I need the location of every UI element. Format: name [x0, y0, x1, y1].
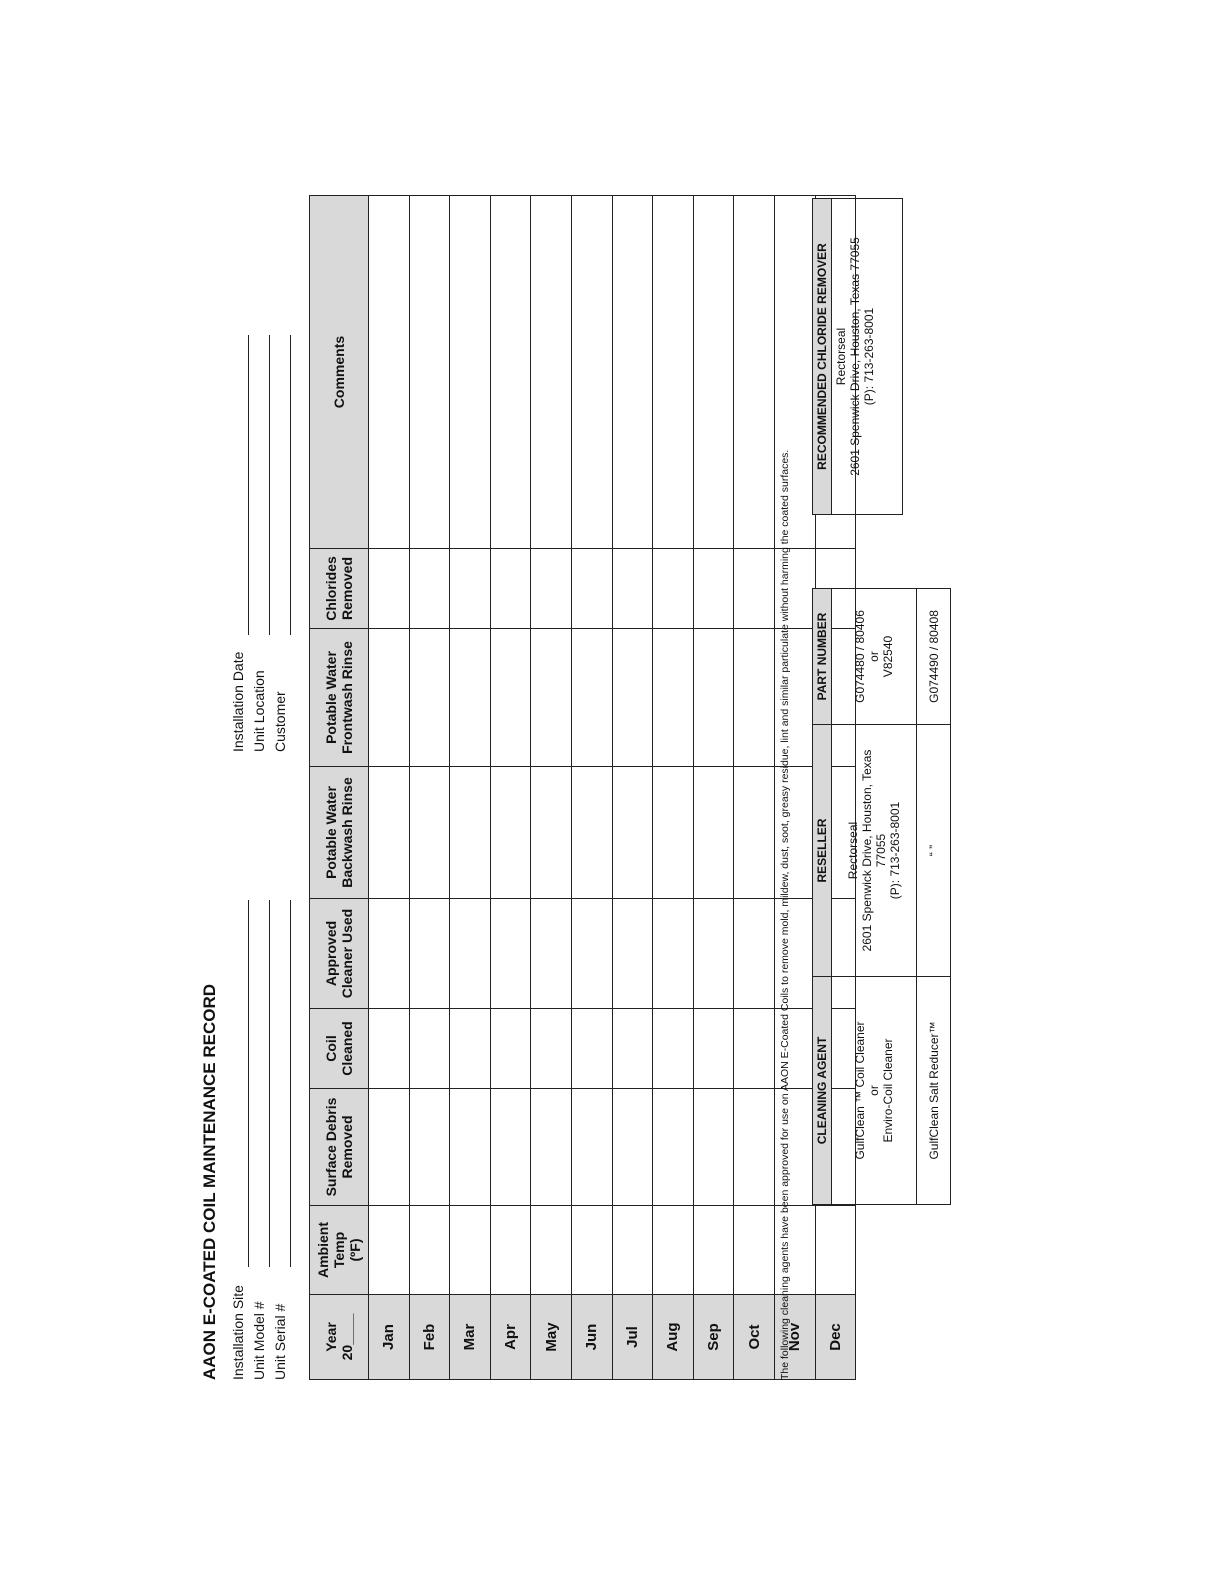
header-chloride-remover: RECOMMENDED CHLORIDE REMOVER	[813, 199, 832, 515]
chloride-remover-table	[812, 198, 903, 515]
entry-cell[interactable]	[693, 549, 734, 629]
cell-line: or	[867, 651, 881, 662]
cell-line: Rectorseal	[846, 821, 860, 880]
entry-cell[interactable]	[734, 549, 775, 629]
entry-cell[interactable]	[734, 196, 775, 549]
entry-cell[interactable]	[653, 1089, 694, 1206]
entry-cell[interactable]	[734, 1089, 775, 1206]
entry-cell[interactable]	[369, 196, 410, 549]
header-part-number: PART NUMBER	[813, 589, 832, 725]
header-line: Coil	[323, 1035, 339, 1062]
reseller-cell	[832, 725, 917, 977]
entry-cell[interactable]	[653, 1009, 694, 1089]
entry-cell[interactable]	[693, 899, 734, 1009]
agents-row	[832, 589, 917, 1205]
entry-cell[interactable]	[693, 1206, 734, 1295]
entry-cell[interactable]	[490, 899, 531, 1009]
page-title: AAON E-COATED COIL MAINTENANCE RECORD	[200, 983, 219, 1380]
entry-cell[interactable]	[571, 1206, 612, 1295]
month-row	[693, 196, 734, 1380]
entry-cell[interactable]	[734, 1009, 775, 1089]
entry-cell[interactable]	[571, 1089, 612, 1206]
unit-location-line[interactable]	[269, 335, 270, 635]
header-line: Ambient	[315, 1222, 331, 1278]
entry-cell[interactable]	[612, 1009, 653, 1089]
month-row	[409, 196, 450, 1380]
month-row	[490, 196, 531, 1380]
entry-cell[interactable]	[369, 767, 410, 899]
entry-cell[interactable]	[531, 1089, 572, 1206]
entry-cell[interactable]	[531, 1206, 572, 1295]
agent-cell	[832, 977, 917, 1205]
entry-cell[interactable]	[653, 629, 694, 767]
entry-cell[interactable]	[450, 1206, 491, 1295]
entry-cell[interactable]	[571, 629, 612, 767]
entry-cell[interactable]	[693, 767, 734, 899]
month-row	[653, 196, 694, 1380]
entry-cell[interactable]	[369, 1089, 410, 1206]
entry-cell[interactable]	[450, 767, 491, 899]
entry-cell[interactable]	[531, 549, 572, 629]
month-label: Mar	[450, 1295, 491, 1380]
header-line: Approved	[323, 920, 339, 987]
entry-cell[interactable]	[612, 196, 653, 549]
maintenance-log-table	[309, 195, 856, 1380]
entry-cell[interactable]	[450, 1089, 491, 1206]
cleaning-agents-table	[812, 588, 951, 1205]
month-label: Dec	[815, 1295, 856, 1380]
agent-cell: GulfClean Salt Reducer™	[917, 977, 951, 1205]
installation-site-line[interactable]	[248, 900, 249, 1267]
entry-cell[interactable]	[409, 549, 450, 629]
field-unit-serial	[272, 1304, 288, 1380]
field-label: Installation Site	[230, 1285, 246, 1380]
month-label: Feb	[409, 1295, 450, 1380]
cell-line: (P): 713-263-8001	[888, 801, 902, 900]
entry-cell[interactable]	[612, 767, 653, 899]
entry-cell[interactable]	[490, 767, 531, 899]
header-surface-debris	[310, 1089, 369, 1206]
header-comments: Comments	[310, 196, 369, 549]
header-frontwash-rinse	[310, 629, 369, 767]
reseller-cell: “ ”	[917, 725, 951, 977]
entry-cell[interactable]	[531, 899, 572, 1009]
month-row	[612, 196, 653, 1380]
entry-cell[interactable]	[571, 549, 612, 629]
approved-agents-note: The following cleaning agents have been approved for use on AAON E-Coated Coils to remove mold, mildew, dust, soot, greasy residue, lint and similar particulate without harming the coated surfaces.	[779, 449, 791, 1380]
field-label: Installation Date	[230, 651, 246, 752]
entry-cell[interactable]	[612, 629, 653, 767]
header-year	[310, 1295, 369, 1380]
entry-cell[interactable]	[571, 767, 612, 899]
month-label: Jan	[369, 1295, 410, 1380]
remover-row	[832, 199, 903, 515]
cell-line: (P): 713-263-8001	[862, 307, 876, 406]
entry-cell[interactable]	[734, 1206, 775, 1295]
entry-cell[interactable]	[409, 1206, 450, 1295]
entry-cell[interactable]	[653, 549, 694, 629]
field-unit-model	[251, 1301, 267, 1380]
cell-line: G074480 / 80406	[853, 610, 867, 703]
entry-cell[interactable]	[490, 629, 531, 767]
field-installation-site	[230, 1285, 246, 1380]
entry-cell[interactable]	[409, 1009, 450, 1089]
header-line: Potable Water	[323, 786, 339, 879]
cell-line: Rectorseal	[834, 327, 848, 386]
entry-cell[interactable]	[734, 767, 775, 899]
month-label: May	[531, 1295, 572, 1380]
unit-model-line[interactable]	[269, 900, 270, 1267]
header-line: Cleaner Used	[339, 908, 355, 999]
entry-cell[interactable]	[531, 196, 572, 549]
month-label: Jul	[612, 1295, 653, 1380]
header-line: Removed	[339, 1115, 355, 1179]
header-line: Chlorides	[323, 556, 339, 621]
header-line: Potable Water	[323, 651, 339, 744]
entry-cell[interactable]	[409, 629, 450, 767]
entry-cell[interactable]	[369, 1009, 410, 1089]
month-row	[450, 196, 491, 1380]
month-label: Oct	[734, 1295, 775, 1380]
cell-line: or	[867, 1085, 881, 1096]
entry-cell[interactable]	[734, 899, 775, 1009]
header-coil-cleaned	[310, 1009, 369, 1089]
month-label: Jun	[571, 1295, 612, 1380]
entry-cell[interactable]	[693, 629, 734, 767]
agents-row	[917, 589, 951, 1205]
header-line: (ºF)	[347, 1238, 363, 1262]
cell-line: 77055	[874, 833, 888, 868]
customer-line[interactable]	[290, 335, 291, 635]
log-header-row	[310, 196, 369, 1380]
header-approved-cleaner	[310, 899, 369, 1009]
header-line: Cleaned	[339, 1021, 355, 1076]
entry-cell[interactable]	[612, 1089, 653, 1206]
entry-cell[interactable]	[815, 1206, 856, 1295]
field-label: Unit Model #	[251, 1301, 267, 1380]
entry-cell[interactable]	[612, 899, 653, 1009]
entry-cell[interactable]	[653, 196, 694, 549]
header-line: Year	[323, 1322, 339, 1352]
field-installation-date	[230, 652, 246, 752]
entry-cell[interactable]	[369, 629, 410, 767]
entry-cell[interactable]	[693, 1009, 734, 1089]
field-label: Customer	[272, 691, 288, 752]
month-row	[531, 196, 572, 1380]
entry-cell[interactable]	[693, 1089, 734, 1206]
installation-date-line[interactable]	[248, 335, 249, 635]
header-reseller: RESELLER	[813, 725, 832, 977]
entry-cell[interactable]	[490, 1089, 531, 1206]
agents-header-row	[813, 589, 832, 1205]
month-row	[369, 196, 410, 1380]
entry-cell[interactable]	[450, 899, 491, 1009]
header-line: Surface Debris	[323, 1097, 339, 1197]
field-label: Unit Location	[251, 670, 267, 752]
entry-cell[interactable]	[571, 196, 612, 549]
entry-cell[interactable]	[693, 196, 734, 549]
entry-cell[interactable]	[531, 767, 572, 899]
entry-cell[interactable]	[531, 1009, 572, 1089]
header-backwash-rinse	[310, 767, 369, 899]
entry-cell[interactable]	[653, 767, 694, 899]
cell-line: 2601 Spenwick Drive, Houston, Texas 77055	[848, 237, 862, 476]
month-label: Sep	[693, 1295, 734, 1380]
entry-cell[interactable]	[653, 899, 694, 1009]
entry-cell[interactable]	[409, 196, 450, 549]
entry-cell[interactable]	[369, 899, 410, 1009]
entry-cell[interactable]	[450, 549, 491, 629]
entry-cell[interactable]	[571, 1009, 612, 1089]
part-number-cell	[832, 589, 917, 725]
entry-cell[interactable]	[450, 629, 491, 767]
entry-cell[interactable]	[409, 1089, 450, 1206]
entry-cell[interactable]	[612, 549, 653, 629]
entry-cell[interactable]	[653, 1206, 694, 1295]
entry-cell[interactable]	[571, 899, 612, 1009]
entry-cell[interactable]	[450, 1009, 491, 1089]
month-label: Nov	[774, 1295, 815, 1380]
entry-cell[interactable]	[450, 196, 491, 549]
cell-line: 2601 Spenwick Drive, Houston, Texas	[860, 749, 874, 952]
entry-cell[interactable]	[369, 549, 410, 629]
entry-cell[interactable]	[409, 767, 450, 899]
header-cleaning-agent: CLEANING AGENT	[813, 977, 832, 1205]
entry-cell[interactable]	[369, 1206, 410, 1295]
field-customer	[272, 691, 288, 752]
header-line: Frontwash Rinse	[339, 641, 355, 754]
entry-cell[interactable]	[490, 549, 531, 629]
entry-cell[interactable]	[490, 1009, 531, 1089]
entry-cell[interactable]	[734, 629, 775, 767]
entry-cell[interactable]	[531, 629, 572, 767]
header-ambient-temp	[310, 1206, 369, 1295]
entry-cell[interactable]	[612, 1206, 653, 1295]
cell-line: GulfClean ™ Coil Cleaner	[853, 1021, 867, 1160]
header-line: Backwash Rinse	[339, 777, 355, 888]
maintenance-record-sheet	[196, 195, 1076, 1395]
header-line: Temp	[331, 1231, 347, 1269]
field-unit-location	[251, 670, 267, 752]
remover-cell	[832, 199, 903, 515]
month-label: Aug	[653, 1295, 694, 1380]
month-row	[734, 196, 775, 1380]
header-line: Removed	[339, 556, 355, 621]
header-chlorides-removed	[310, 549, 369, 629]
cell-line: V82540	[881, 635, 895, 678]
entry-cell[interactable]	[490, 1206, 531, 1295]
remover-header-row	[813, 199, 832, 515]
cell-line: Enviro-Coil Cleaner	[881, 1038, 895, 1143]
entry-cell[interactable]	[490, 196, 531, 549]
header-line: 20____	[339, 1313, 355, 1361]
part-number-cell: G074490 / 80408	[917, 589, 951, 725]
unit-serial-line[interactable]	[290, 900, 291, 1267]
entry-cell[interactable]	[409, 899, 450, 1009]
month-label: Apr	[490, 1295, 531, 1380]
field-label: Unit Serial #	[272, 1303, 288, 1380]
month-row	[571, 196, 612, 1380]
